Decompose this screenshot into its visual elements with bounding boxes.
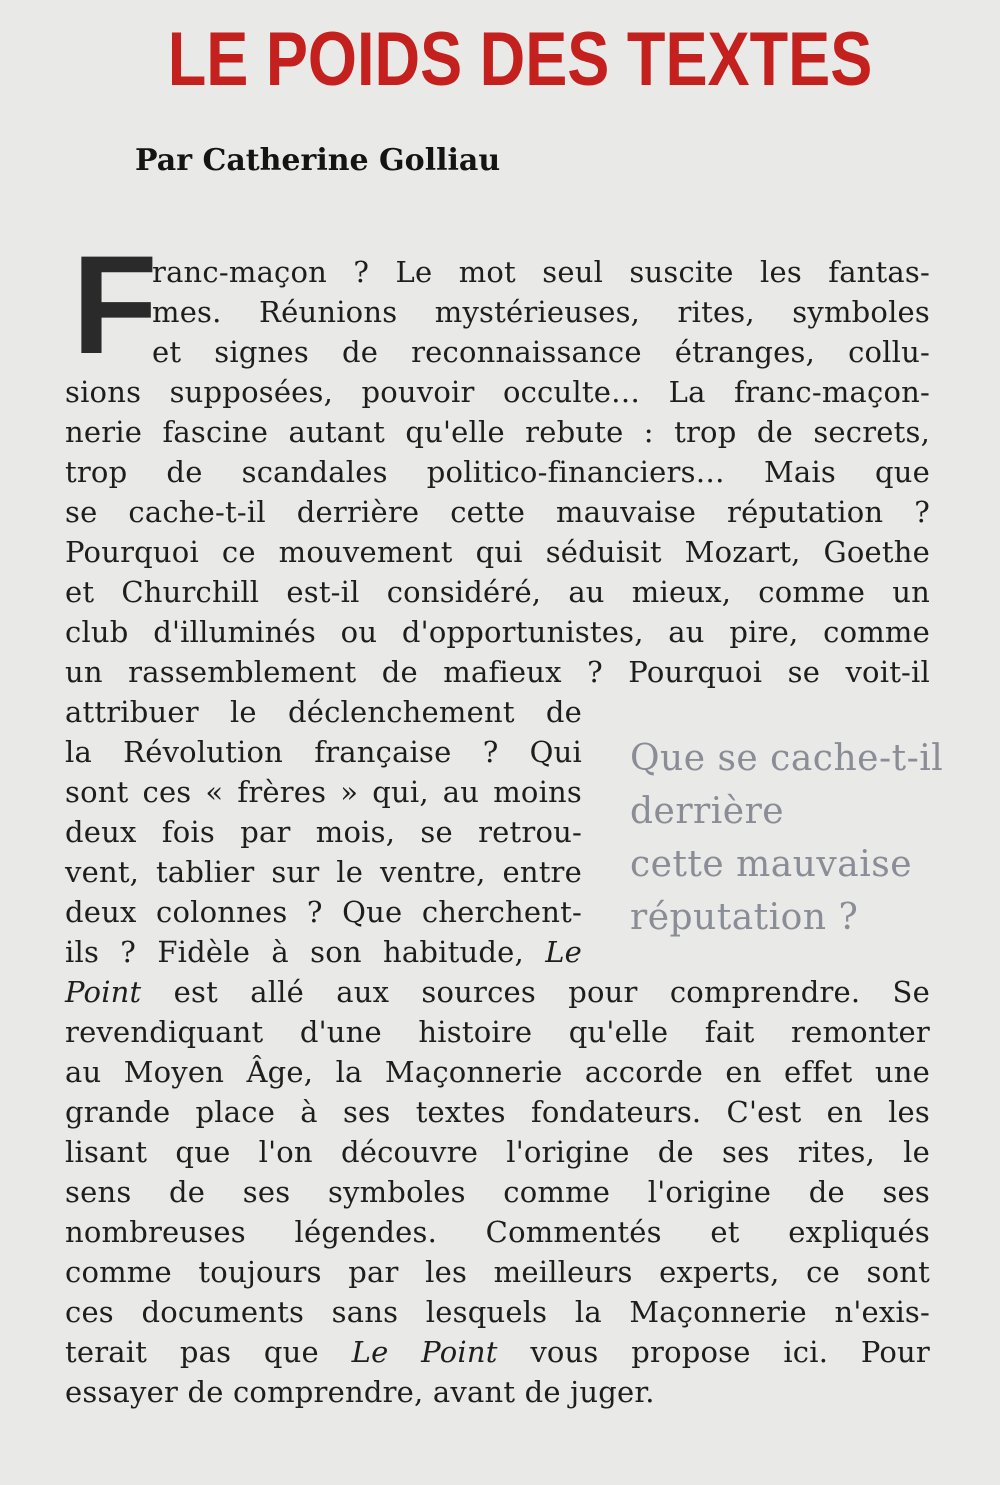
body-line: Pourquoi ce mouvement qui séduisit Mozart, Goethe bbox=[65, 535, 930, 569]
pull-quote-line: Que se cache-t-il bbox=[630, 738, 944, 779]
body-line: nombreuses légendes. Commentés et expliqués bbox=[65, 1215, 930, 1249]
body-line: ranc-maçon ? Le mot seul suscite les fantas- bbox=[152, 255, 930, 289]
body-line: sont ces « frères » qui, au moins bbox=[65, 775, 582, 809]
body-line: et Churchill est-il considéré, au mieux, comme un bbox=[65, 575, 930, 609]
body-line: sions supposées, pouvoir occulte… La franc-maçon- bbox=[65, 375, 930, 409]
body-text: ils ? Fidèle à son habitude, bbox=[65, 935, 524, 969]
body-line: vent, tablier sur le ventre, entre bbox=[65, 855, 582, 889]
article-title: LE POIDS DES TEXTES bbox=[167, 17, 873, 102]
body-text: vous propose ici. Pour bbox=[530, 1335, 930, 1369]
body-line: se cache-t-il derrière cette mauvaise réputation ? bbox=[65, 495, 930, 529]
body-line bbox=[65, 932, 582, 972]
byline: Par Catherine Golliau bbox=[135, 143, 501, 178]
body-line: essayer de comprendre, avant de juger. bbox=[65, 1375, 655, 1409]
body-line: club d'illuminés ou d'opportunistes, au pire, comme bbox=[65, 615, 930, 649]
body-line bbox=[65, 1332, 930, 1372]
body-line: revendiquant d'une histoire qu'elle fait remonter bbox=[65, 1015, 930, 1049]
publication-name: Le Point bbox=[351, 1335, 498, 1369]
body-line: mes. Réunions mystérieuses, rites, symboles bbox=[152, 295, 930, 329]
body-line: trop de scandales politico-financiers… Mais que bbox=[65, 455, 930, 489]
publication-name: Le bbox=[545, 935, 583, 969]
body-line: sens de ses symboles comme l'origine de ses bbox=[65, 1175, 930, 1209]
body-line: attribuer le déclenchement de bbox=[65, 695, 582, 729]
body-line: et signes de reconnaissance étranges, collu- bbox=[152, 335, 930, 369]
pull-quote-line: réputation ? bbox=[630, 897, 859, 938]
body-line: lisant que l'on découvre l'origine de ses rites, le bbox=[65, 1135, 930, 1169]
body-line: grande place à ses textes fondateurs. C'est en les bbox=[65, 1095, 930, 1129]
body-text: est allé aux sources pour comprendre. Se bbox=[173, 975, 930, 1009]
pull-quote-line: derrière bbox=[630, 791, 785, 832]
body-line: nerie fascine autant qu'elle rebute : trop de secrets, bbox=[65, 415, 930, 449]
body-line: comme toujours par les meilleurs experts, ce sont bbox=[65, 1255, 930, 1289]
body-line: deux colonnes ? Que cherchent- bbox=[65, 895, 582, 929]
pull-quote-line: cette mauvaise bbox=[630, 844, 913, 885]
drop-cap: F bbox=[72, 226, 158, 383]
body-line: un rassemblement de mafieux ? Pourquoi se voit-il bbox=[65, 655, 930, 689]
body-line bbox=[65, 972, 930, 1012]
body-line: la Révolution française ? Qui bbox=[65, 735, 582, 769]
body-line: ces documents sans lesquels la Maçonnerie n'exis- bbox=[65, 1295, 930, 1329]
body-line: deux fois par mois, se retrou- bbox=[65, 815, 582, 849]
publication-name: Point bbox=[65, 975, 142, 1009]
body-text: terait pas que bbox=[65, 1335, 319, 1369]
body-line: au Moyen Âge, la Maçonnerie accorde en effet une bbox=[65, 1055, 930, 1089]
pull-quote bbox=[630, 732, 990, 944]
